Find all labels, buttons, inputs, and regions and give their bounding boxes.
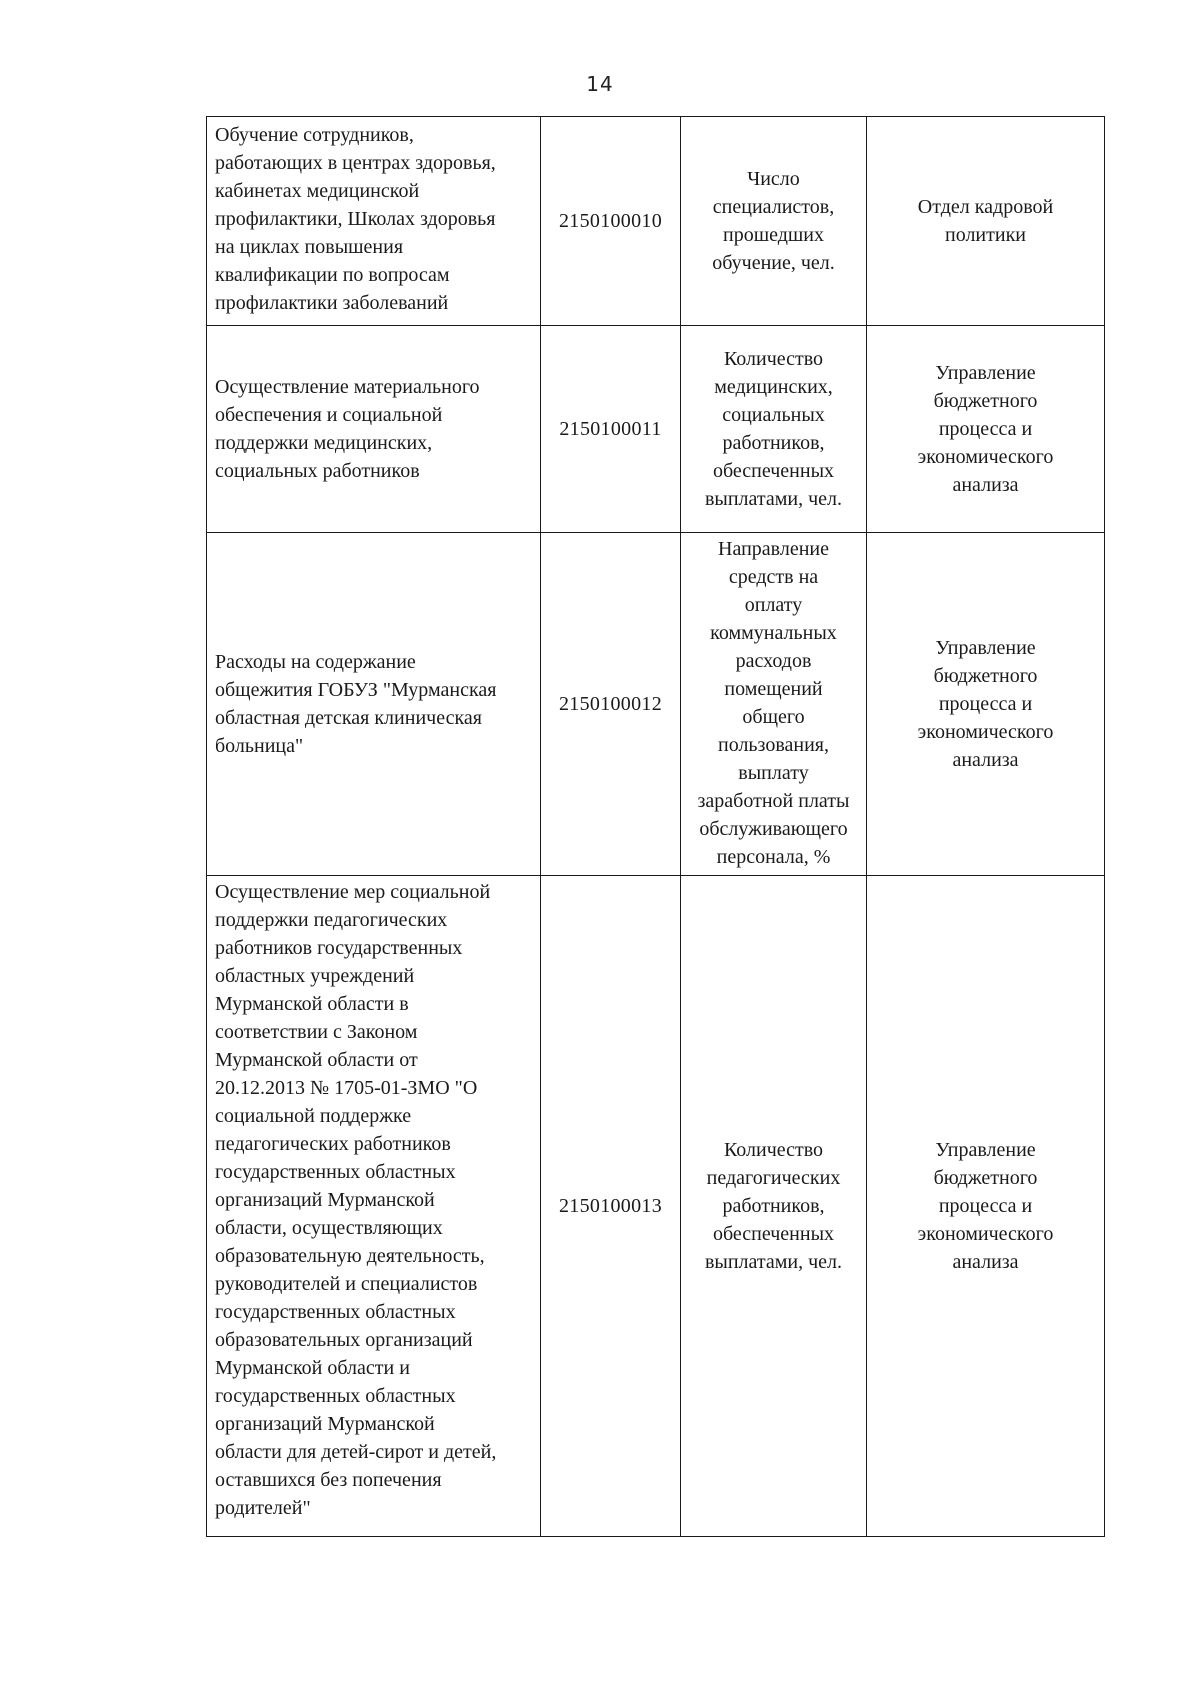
responsible-unit: Управление бюджетного процесса и экономического анализа (917, 637, 1054, 771)
measure-name: Осуществление материального обеспечения и социальной поддержки медицинских, социальных работников (215, 376, 480, 482)
responsible-unit: Отдел кадровой политики (917, 196, 1054, 246)
budget-code: 2150100010 (559, 210, 662, 232)
budget-code: 2150100013 (559, 1195, 662, 1217)
indicator: Количество педагогических работников, обеспеченных выплатами, чел. (704, 1139, 843, 1273)
measure-name-cell (207, 533, 541, 876)
page-number: 14 (586, 72, 614, 96)
responsible-unit: Управление бюджетного процесса и экономического анализа (917, 1139, 1054, 1273)
table-row (207, 117, 1105, 326)
budget-code-cell (541, 117, 681, 326)
responsible-cell (867, 533, 1105, 876)
indicator-cell (681, 876, 867, 1537)
indicator-cell (681, 326, 867, 533)
indicator-cell (681, 117, 867, 326)
indicator-cell (681, 533, 867, 876)
budget-code-cell (541, 533, 681, 876)
responsible-unit: Управление бюджетного процесса и экономического анализа (917, 362, 1054, 496)
table-row (207, 876, 1105, 1537)
indicator: Число специалистов, прошедших обучение, чел. (712, 168, 835, 274)
program-measures-table (206, 116, 1105, 1537)
measure-name: Обучение сотрудников, работающих в центрах здоровья, кабинетах медицинской профилактики, Школах здоровья на циклах повышения квалификации по вопросам профилактики заболеваний (215, 124, 496, 314)
budget-code-cell (541, 876, 681, 1537)
measure-name-cell (207, 326, 541, 533)
responsible-cell (867, 876, 1105, 1537)
responsible-cell (867, 117, 1105, 326)
indicator: Направление средств на оплату коммунальных расходов помещений общего пользования, выплату заработной платы обслуживающего персонала, % (697, 538, 850, 868)
budget-code-cell (541, 326, 681, 533)
measure-name: Осуществление мер социальной поддержки педагогических работников государственных областных учреждений Мурманской области в соответствии с Законом Мурманской области от 20.12.2013 № 1705-01-ЗМО "О социальной поддержке педагогических работников государственных областных организаций Мурманской области, осуществляющих образовательную деятельность, руководителей и специалистов государственных областных образовательных организаций Мурманской области и государственных областных организаций Мурманской области для детей-сирот и детей, оставшихся без попечения родителей" (215, 881, 497, 1519)
budget-code: 2150100012 (559, 693, 662, 715)
measure-name-cell (207, 117, 541, 326)
measure-name-cell (207, 876, 541, 1537)
table-row (207, 326, 1105, 533)
budget-code: 2150100011 (559, 418, 662, 440)
table-row (207, 533, 1105, 876)
indicator: Количество медицинских, социальных работников, обеспеченных выплатами, чел. (704, 348, 843, 510)
responsible-cell (867, 326, 1105, 533)
measure-name: Расходы на содержание общежития ГОБУЗ "Мурманская областная детская клиническая больница" (215, 651, 497, 757)
